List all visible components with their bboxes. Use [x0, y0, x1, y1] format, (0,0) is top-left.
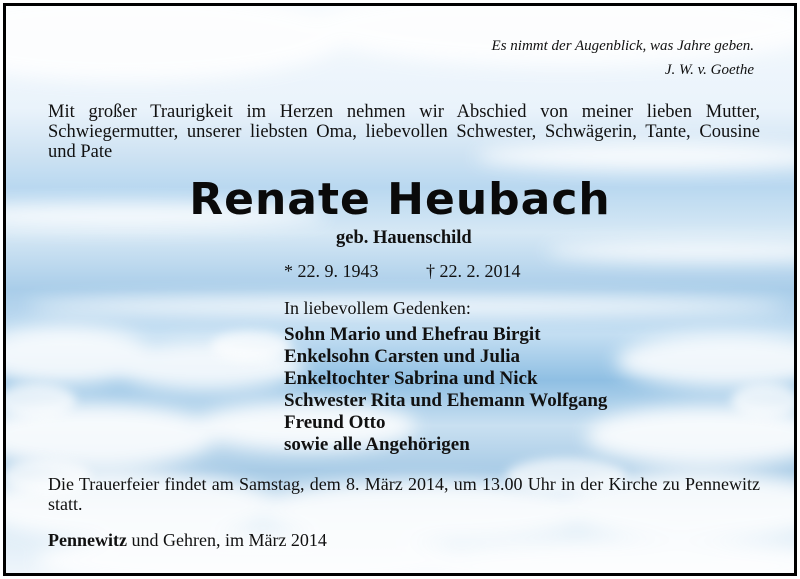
quote-text: Es nimmt der Augenblick, was Jahre geben. [491, 38, 754, 54]
signature-line [48, 530, 760, 550]
signature-rest: und Gehren, im März 2014 [126, 530, 327, 550]
signature-place: Pennewitz [48, 530, 127, 550]
obituary-card [3, 3, 797, 576]
family-line: Enkelsohn Carsten und Julia [284, 346, 520, 367]
memory-label: In liebevollem Gedenken: [284, 298, 471, 318]
death-date: † 22. 2. 2014 [426, 261, 521, 281]
funeral-notice: Die Trauerfeier findet am Samstag, dem 8. März 2014, um 13.00 Uhr in der Kirche zu Pennewitz statt. [48, 474, 760, 514]
family-line: Enkeltochter Sabrina und Nick [284, 368, 538, 389]
maiden-name: geb. Hauenschild [336, 228, 472, 248]
family-line: sowie alle Angehörigen [284, 434, 470, 455]
family-line: Freund Otto [284, 412, 386, 433]
birth-date: * 22. 9. 1943 [284, 261, 379, 281]
deceased-name: Renate Heubach [189, 174, 611, 225]
family-line: Schwester Rita und Ehemann Wolfgang [284, 390, 608, 411]
quote-author: J. W. v. Goethe [664, 62, 754, 78]
family-line: Sohn Mario und Ehefrau Birgit [284, 324, 541, 345]
intro-paragraph: Mit großer Traurigkeit im Herzen nehmen wir Abschied von meiner lieben Mutter, Schwiegermutter, unserer liebsten Oma, liebevollen Schwester, Schwägerin, Tante, Cousine und Pate [48, 102, 760, 162]
